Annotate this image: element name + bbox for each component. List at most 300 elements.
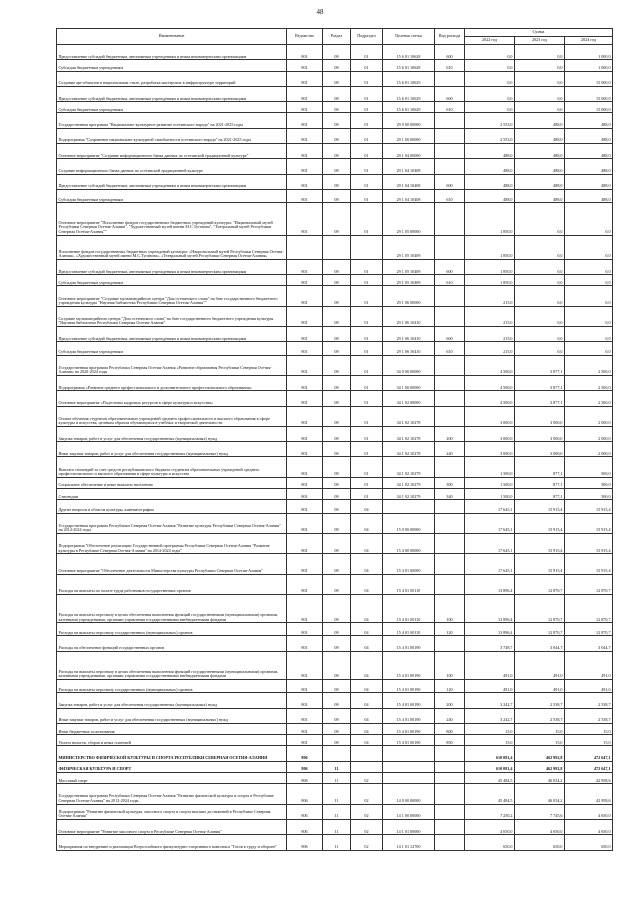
cell-expense-type [435, 835, 465, 850]
table-row [57, 533, 613, 553]
cell-amount-2022: 0,0 [465, 86, 515, 101]
cell-amount-2023: 3 877,1 [515, 391, 565, 406]
cell-expense-type [435, 286, 465, 306]
cell-amount-2024: 500,0 [565, 477, 613, 488]
cell-name: Стипендии [57, 489, 287, 500]
cell-section: 08 [323, 86, 351, 101]
cell-amount-2023: 0,0 [515, 342, 565, 355]
cell-amount-2022: 4 650,0 [465, 819, 515, 834]
cell-department: 801 [287, 500, 323, 513]
cell-subsection: 01 [351, 45, 383, 60]
cell-section: 08 [323, 735, 351, 746]
cell-amount-2022: 488,0 [465, 174, 515, 189]
table-row [57, 128, 613, 143]
table-row [57, 286, 613, 306]
cell-name: Субсидии бюджетным учреждениям [57, 342, 287, 355]
cell-subsection: 01 [351, 327, 383, 342]
cell-target-article [383, 773, 435, 784]
cell-amount-2023: 12 870,7 [515, 594, 565, 622]
cell-target-article: 34 1 02 10279 [383, 457, 435, 477]
cell-department: 806 [287, 804, 323, 819]
cell-name: Иные закупки товаров, работ и услуг для обеспечения государственных (муниципальных) нужд [57, 708, 287, 723]
cell-amount-2024: 4 650,0 [565, 804, 613, 819]
cell-department: 801 [287, 554, 323, 574]
cell-department [287, 235, 323, 259]
cell-subsection: 01 [351, 426, 383, 441]
cell-section: 08 [323, 102, 351, 113]
cell-amount-2024: 1 000,0 [565, 60, 613, 71]
cell-expense-type: 850 [435, 735, 465, 746]
cell-department: 801 [287, 113, 323, 128]
cell-target-article: 15 4 01 00110 [383, 594, 435, 622]
cell-amount-2024: 488,0 [565, 174, 613, 189]
table-row [57, 623, 613, 636]
cell-amount-2024: 42 958,6 [565, 784, 613, 804]
cell-expense-type: 300 [435, 477, 465, 488]
cell-expense-type [435, 406, 465, 426]
table-row [57, 773, 613, 784]
cell-amount-2024: 488,0 [565, 189, 613, 202]
cell-amount-2022: 2 553,0 [465, 128, 515, 143]
cell-expense-type: 610 [435, 189, 465, 202]
table-header [57, 29, 613, 45]
cell-expense-type: 610 [435, 275, 465, 286]
cell-amount-2024: 0,0 [565, 342, 613, 355]
cell-name: Пополнение фондов государственных бюджетных учреждений культуры: «Национальный музей Республики Северная Осетия-Алания», «Художественный музей имени М.С.Туганова», «Театральный музей Республики Северная Осетия-Алания» [57, 235, 287, 259]
cell-name: Расходы на выплаты по оплате труда работников государственных органов [57, 574, 287, 594]
cell-section: 11 [323, 773, 351, 784]
table-row [57, 636, 613, 651]
cell-department: 801 [287, 406, 323, 426]
cell-amount-2022: 215,0 [465, 286, 515, 306]
cell-amount-2023: 12 870,7 [515, 574, 565, 594]
cell-expense-type: 240 [435, 708, 465, 723]
cell-section: 08 [323, 60, 351, 71]
cell-department: 801 [287, 286, 323, 306]
table-row [57, 71, 613, 86]
cell-expense-type [435, 457, 465, 477]
header-expense-type: Вид расхода [435, 29, 465, 45]
cell-amount-2022: 3 000,0 [465, 406, 515, 426]
cell-amount-2022: 1 500,0 [465, 477, 515, 488]
table-row [57, 60, 613, 71]
cell-section: 08 [323, 693, 351, 708]
cell-amount-2022: 17 645,1 [465, 513, 515, 533]
cell-target-article: 14 1 01 12700 [383, 835, 435, 850]
table-row [57, 144, 613, 159]
cell-amount-2022: 1 500,0 [465, 457, 515, 477]
cell-name: Социальное обеспечение и иные выплаты населению [57, 477, 287, 488]
cell-amount-2024: 15 915,4 [565, 500, 613, 513]
cell-department: 801 [287, 574, 323, 594]
cell-amount-2022: 1 850,0 [465, 203, 515, 235]
cell-subsection: 01 [351, 477, 383, 488]
cell-amount-2022: 488,0 [465, 189, 515, 202]
cell-target-article: 15 6 01 10628 [383, 45, 435, 60]
cell-amount-2023: 15 915,4 [515, 554, 565, 574]
cell-section: 08 [323, 574, 351, 594]
cell-expense-type: 600 [435, 327, 465, 342]
cell-amount-2022: 1 850,0 [465, 275, 515, 286]
cell-target-article: 29 1 04 10408 [383, 174, 435, 189]
cell-section: 08 [323, 442, 351, 457]
cell-target-article: 29 0 00 00000 [383, 113, 435, 128]
cell-amount-2024: 3 044,7 [565, 636, 613, 651]
cell-amount-2022: 4 500,0 [465, 355, 515, 375]
cell-amount-2024: 2 538,7 [565, 708, 613, 723]
cell-name: Предоставление субсидий бюджетным, автономным учреждениям и иным некоммерческим организациям [57, 327, 287, 342]
header-department: Ведомство [287, 29, 323, 45]
cell-name: Расходы на выплаты персоналу в целях обеспечения выполнения функций государственными (муниципальными) органами, казенными учреждениями, органами управления государственными внебюджетными фондами [57, 594, 287, 622]
cell-section: 08 [323, 489, 351, 500]
header-amount: Сумма [465, 29, 613, 37]
cell-subsection: 01 [351, 457, 383, 477]
cell-target-article: 29 1 06 00000 [383, 286, 435, 306]
cell-expense-type: 600 [435, 45, 465, 60]
cell-name: Предоставление субсидий бюджетным, автономным учреждениям и иным некоммерческим организациям [57, 45, 287, 60]
cell-amount-2024: 491,0 [565, 651, 613, 679]
cell-amount-2022: 1 850,0 [465, 235, 515, 259]
cell-amount-2024: 2 000,0 [565, 426, 613, 441]
cell-department: 801 [287, 306, 323, 326]
table-row [57, 477, 613, 488]
cell-amount-2022: 491,0 [465, 651, 515, 679]
cell-expense-type: 120 [435, 623, 465, 636]
cell-section: 08 [323, 174, 351, 189]
cell-department: 806 [287, 819, 323, 834]
cell-amount-2024: 42 958,6 [565, 773, 613, 784]
cell-section: 08 [323, 594, 351, 622]
table-row [57, 574, 613, 594]
cell-name: Массовый спорт [57, 773, 287, 784]
cell-target-article: 29 1 05 10409 [383, 235, 435, 259]
cell-amount-2023: 488,0 [515, 174, 565, 189]
cell-section: 08 [323, 651, 351, 679]
cell-subsection: 02 [351, 784, 383, 804]
cell-amount-2022: 650,0 [465, 835, 515, 850]
cell-target-article: 29 1 06 10410 [383, 342, 435, 355]
cell-department: 801 [287, 651, 323, 679]
cell-amount-2022: 488,0 [465, 144, 515, 159]
cell-target-article: 15 4 01 00110 [383, 623, 435, 636]
cell-subsection: 02 [351, 835, 383, 850]
cell-amount-2024: 500,0 [565, 489, 613, 500]
cell-subsection: 01 [351, 189, 383, 202]
cell-name: Основное мероприятие "Создание мультимедийного центра "Дом осетинского слова" на базе государственного бюджетного учреждения культуры "Научная библиотека Республики Северная Осетия-Алания"" [57, 286, 287, 306]
cell-target-article: 15 4 01 00190 [383, 651, 435, 679]
cell-subsection: 04 [351, 623, 383, 636]
cell-section: 11 [323, 761, 351, 772]
cell-subsection: 04 [351, 651, 383, 679]
table-row [57, 159, 613, 174]
cell-section: 08 [323, 723, 351, 734]
cell-department: 801 [287, 391, 323, 406]
table-row [57, 259, 613, 274]
cell-amount-2022: 13 896,4 [465, 623, 515, 636]
cell-subsection [351, 235, 383, 259]
table-row [57, 102, 613, 113]
cell-amount-2022: 17 645,1 [465, 533, 515, 553]
cell-amount-2023: 877,1 [515, 477, 565, 488]
cell-amount-2024: 2 500,0 [565, 391, 613, 406]
cell-amount-2023: 462 992,8 [515, 761, 565, 772]
header-target-article: Целевая статья [383, 29, 435, 45]
table-row [57, 693, 613, 708]
cell-subsection: 02 [351, 819, 383, 834]
cell-department: 806 [287, 773, 323, 784]
table-row [57, 174, 613, 189]
table-row [57, 306, 613, 326]
cell-name: Основное мероприятие "Обеспечение деятельности Министерства культуры Республики Северная Осетия-Алания" [57, 554, 287, 574]
cell-target-article: 15 6 01 10629 [383, 102, 435, 113]
table-row [57, 203, 613, 235]
table-row [57, 819, 613, 834]
cell-amount-2024: 15 000,0 [565, 102, 613, 113]
cell-department: 801 [287, 327, 323, 342]
cell-target-article: 15 4 01 00190 [383, 636, 435, 651]
cell-section: 08 [323, 708, 351, 723]
cell-amount-2023: 0,0 [515, 259, 565, 274]
cell-amount-2024: 650,0 [565, 835, 613, 850]
cell-name: Иные закупки товаров, работ и услуг для обеспечения государственных (муниципальных) нужд [57, 442, 287, 457]
cell-target-article: 29 1 05 10409 [383, 259, 435, 274]
cell-section: 08 [323, 477, 351, 488]
cell-department: 801 [287, 86, 323, 101]
cell-amount-2023: 491,0 [515, 679, 565, 692]
cell-section: 08 [323, 375, 351, 390]
cell-amount-2024: 0,0 [565, 327, 613, 342]
cell-name: Подпрограмма "Сохранение национально-культурной самобытности осетинского народа" на 2021-2025 годы [57, 128, 287, 143]
cell-expense-type [435, 355, 465, 375]
cell-department: 801 [287, 636, 323, 651]
cell-expense-type: 600 [435, 174, 465, 189]
cell-amount-2022: 610 081,4 [465, 761, 515, 772]
cell-expense-type [435, 306, 465, 326]
table-row [57, 113, 613, 128]
cell-expense-type [435, 554, 465, 574]
header-section: Раздел [323, 29, 351, 45]
cell-amount-2024: 2 500,0 [565, 375, 613, 390]
cell-expense-type [435, 375, 465, 390]
cell-target-article: 15 6 01 10628 [383, 60, 435, 71]
cell-amount-2022: 0,0 [465, 45, 515, 60]
cell-expense-type: 120 [435, 679, 465, 692]
cell-amount-2023: 0,0 [515, 286, 565, 306]
cell-subsection: 01 [351, 174, 383, 189]
table-row [57, 651, 613, 679]
cell-section: 08 [323, 636, 351, 651]
table-row [57, 457, 613, 477]
cell-name: Основное мероприятие "Развитие массового спорта в Республике Северная Осетия-Алания" [57, 819, 287, 834]
cell-name: Расходы на выплаты персоналу в целях обеспечения выполнения функций государственными (муниципальными) органами, казенными учреждениями, органами управления государственными внебюджетными фондами [57, 651, 287, 679]
cell-amount-2023: 491,0 [515, 651, 565, 679]
cell-subsection: 04 [351, 723, 383, 734]
cell-expense-type: 600 [435, 86, 465, 101]
cell-target-article: 34 1 02 10279 [383, 477, 435, 488]
header-year-2024: 2024 год [565, 37, 613, 45]
cell-name: Государственная программа Республики Северная Осетия-Алания "Развитие культуры Республики Северная Осетия-Алания" на 2014-2024 годы [57, 513, 287, 533]
table-row [57, 442, 613, 457]
table-row [57, 761, 613, 772]
cell-amount-2022: 0,0 [465, 60, 515, 71]
cell-department: 801 [287, 259, 323, 274]
cell-target-article: 15 4 00 00000 [383, 533, 435, 553]
cell-target-article: 15 4 01 00000 [383, 554, 435, 574]
table-row [57, 375, 613, 390]
cell-department: 801 [287, 342, 323, 355]
cell-name: Подпрограмма "Обеспечение реализации Государственной программы Республики Северная Осетия-Алания "Развитие культуры в Республике Северная Осетия-Алания" на 2014-2024 годы" [57, 533, 287, 553]
cell-expense-type: 610 [435, 102, 465, 113]
cell-amount-2022: 491,0 [465, 679, 515, 692]
cell-subsection: 01 [351, 128, 383, 143]
cell-name: Расходы на обеспечение функций государственных органов [57, 636, 287, 651]
cell-name: Уплата налогов, сборов и иных платежей [57, 735, 287, 746]
cell-amount-2024: 2 000,0 [565, 442, 613, 457]
cell-name: Предоставление субсидий бюджетным, автономным учреждениям и иным некоммерческим организациям [57, 174, 287, 189]
cell-amount-2024: 0,0 [565, 235, 613, 259]
cell-target-article: 29 1 04 00000 [383, 144, 435, 159]
cell-expense-type: 100 [435, 651, 465, 679]
cell-subsection: 04 [351, 533, 383, 553]
cell-subsection [351, 746, 383, 761]
cell-subsection: 01 [351, 442, 383, 457]
cell-target-article: 29 1 06 10410 [383, 306, 435, 326]
cell-department: 806 [287, 835, 323, 850]
cell-amount-2023: 488,0 [515, 144, 565, 159]
cell-department: 801 [287, 513, 323, 533]
cell-amount-2023: 488,0 [515, 189, 565, 202]
cell-section: 08 [323, 342, 351, 355]
cell-amount-2024: 472 647,1 [565, 746, 613, 761]
cell-name: Основное мероприятие «Подготовка кадровых ресурсов в сфере культуры и искусства» [57, 391, 287, 406]
cell-expense-type [435, 71, 465, 86]
cell-target-article: 15 4 01 00190 [383, 693, 435, 708]
table-row [57, 406, 613, 426]
cell-subsection: 04 [351, 735, 383, 746]
cell-name: Субсидии бюджетным учреждениям [57, 189, 287, 202]
cell-amount-2023: 3 000,0 [515, 406, 565, 426]
cell-section: 11 [323, 784, 351, 804]
cell-department: 801 [287, 426, 323, 441]
cell-amount-2023: 15 915,4 [515, 500, 565, 513]
cell-subsection: 01 [351, 159, 383, 174]
cell-department: 801 [287, 275, 323, 286]
cell-name: Подпрограмма «Развитие среднего профессионального и дополнительного профессионального образования» [57, 375, 287, 390]
cell-target-article [383, 746, 435, 761]
cell-department: 806 [287, 784, 323, 804]
cell-target-article: 34 1 02 10278 [383, 426, 435, 441]
cell-name: Создание арт-объектов в национальном стиле, разработка мастерских в инфраструктуре территорий [57, 71, 287, 86]
cell-amount-2023: 650,0 [515, 835, 565, 850]
cell-amount-2023: 12 870,7 [515, 623, 565, 636]
cell-department: 801 [287, 174, 323, 189]
cell-name: Закупка товаров, работ и услуг для обеспечения государственных (муниципальных) нужд [57, 426, 287, 441]
cell-target-article: 34 1 02 00000 [383, 391, 435, 406]
cell-department: 801 [287, 45, 323, 60]
cell-expense-type [435, 159, 465, 174]
cell-amount-2024: 12 870,7 [565, 594, 613, 622]
cell-expense-type: 240 [435, 442, 465, 457]
cell-expense-type [435, 203, 465, 235]
cell-department: 801 [287, 375, 323, 390]
cell-subsection: 01 [351, 306, 383, 326]
cell-department: 801 [287, 477, 323, 488]
cell-expense-type [435, 144, 465, 159]
cell-amount-2023: 2 538,7 [515, 693, 565, 708]
cell-name: Выплата стипендий за счет средств республиканского бюджета студентам образовательных учреждений среднего профессионального и высшего образования в сфере культуры и искусства [57, 457, 287, 477]
cell-amount-2023: 0,0 [515, 235, 565, 259]
cell-expense-type: 610 [435, 342, 465, 355]
table-row [57, 235, 613, 259]
cell-expense-type [435, 636, 465, 651]
cell-amount-2024: 0,0 [565, 286, 613, 306]
cell-subsection: 01 [351, 286, 383, 306]
cell-name: Мероприятия по внедрению и реализации Всероссийского физкультурно-спортивного комплекса "Готов к труду и обороне" [57, 835, 287, 850]
cell-section: 08 [323, 533, 351, 553]
cell-amount-2023: 3 044,7 [515, 636, 565, 651]
cell-target-article: 34 0 00 00000 [383, 355, 435, 375]
cell-expense-type [435, 784, 465, 804]
cell-name: Оплата обучения студентов образовательных учреждений среднего профессионального и высшего образования в сфере культуры и искусства, целевым образом обучающихся в учебных и творческой деятельности [57, 406, 287, 426]
cell-target-article: 34 1 02 10278 [383, 406, 435, 426]
cell-target-article: 29 1 05 10409 [383, 275, 435, 286]
cell-amount-2022: 1 850,0 [465, 259, 515, 274]
cell-amount-2022: 3 242,7 [465, 693, 515, 708]
cell-subsection: 01 [351, 144, 383, 159]
cell-department: 801 [287, 71, 323, 86]
table-row [57, 355, 613, 375]
cell-section: 08 [323, 113, 351, 128]
cell-section: 11 [323, 819, 351, 834]
cell-expense-type [435, 113, 465, 128]
cell-amount-2023: 0,0 [515, 86, 565, 101]
cell-target-article: 34 1 00 00000 [383, 375, 435, 390]
cell-department: 801 [287, 60, 323, 71]
cell-subsection: 04 [351, 513, 383, 533]
cell-target-article: 15 4 01 00190 [383, 708, 435, 723]
cell-amount-2023: 46 054,2 [515, 784, 565, 804]
cell-name: МИНИСТЕРСТВО ФИЗИЧЕСКОЙ КУЛЬТУРЫ И СПОРТА РЕСПУБЛИКИ СЕВЕРНАЯ ОСЕТИЯ-АЛАНИЯ [57, 746, 287, 761]
cell-amount-2024: 488,0 [565, 159, 613, 174]
cell-amount-2022: 7 250,2 [465, 804, 515, 819]
cell-amount-2022: 610 081,4 [465, 746, 515, 761]
cell-subsection: 01 [351, 275, 383, 286]
cell-amount-2023: 0,0 [515, 102, 565, 113]
cell-name: ФИЗИЧЕСКАЯ КУЛЬТУРА И СПОРТ [57, 761, 287, 772]
cell-amount-2022: 488,0 [465, 159, 515, 174]
cell-amount-2022: 215,0 [465, 306, 515, 326]
cell-amount-2024: 500,0 [565, 457, 613, 477]
cell-target-article: 15 0 00 00000 [383, 513, 435, 533]
cell-name: Государственная программа Республики Северная Осетия-Алания "Развитие физической культуры и спорта в Республике Северная Осетия-Алания" на 2012-2024 годы [57, 784, 287, 804]
cell-amount-2024: 12 870,7 [565, 574, 613, 594]
cell-amount-2024: 15 915,4 [565, 554, 613, 574]
cell-name: Основное мероприятие "Создание информационного банка данных по осетинской традиционной культуре" [57, 144, 287, 159]
cell-expense-type: 600 [435, 259, 465, 274]
cell-section: 08 [323, 457, 351, 477]
cell-target-article: 15 4 01 00190 [383, 723, 435, 734]
cell-section: 08 [323, 306, 351, 326]
cell-section: 11 [323, 835, 351, 850]
cell-name: Расходы на выплаты персоналу государственных (муниципальных) органов [57, 623, 287, 636]
cell-amount-2022: 0,0 [465, 102, 515, 113]
cell-name: Субсидии бюджетным учреждениям [57, 102, 287, 113]
cell-subsection: 01 [351, 406, 383, 426]
cell-department: 801 [287, 442, 323, 457]
cell-expense-type [435, 235, 465, 259]
cell-amount-2023: 488,0 [515, 159, 565, 174]
table-row [57, 500, 613, 513]
